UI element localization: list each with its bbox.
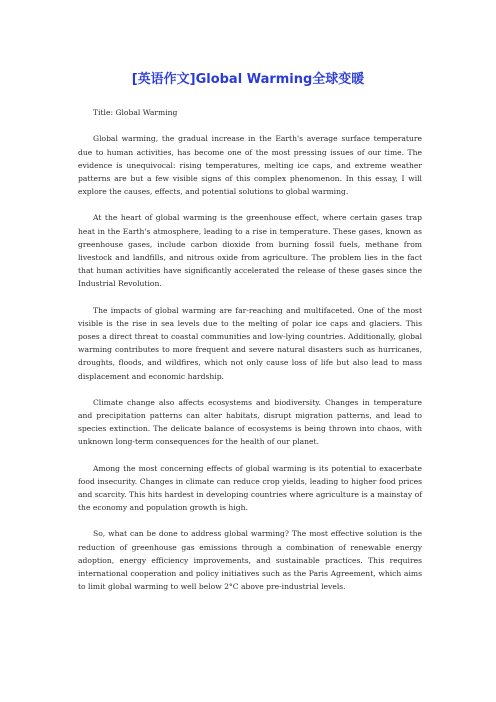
paragraph: Among the most concerning effects of global warming is its potential to exacerbate food insecurity. Changes in climate can reduce crop yields, leading to higher food prices and scarcity. This hits hardest in developing countries where agriculture is a mainstay of the economy and population growth is high.	[78, 463, 422, 513]
paragraph: Climate change also affects ecosystems and biodiversity. Changes in temperature and precipitation patterns can alter habitats, disrupt migration patterns, and lead to species extinction. The delicate balance of ecosystems is being thrown into chaos, with unknown long-term consequences for the health of our planet.	[78, 397, 422, 447]
document-heading: [英语作文]Global Warming全球变暖	[131, 72, 365, 87]
paragraph: Global warming, the gradual increase in the Earth's average surface temperature due to human activities, has become one of the most pressing issues of our time. The evidence is unequivocal: rising temperatures, melting ice caps, and extreme weather patterns are but a few visible signs of this complex phenomenon. In this essay, I will explore the causes, effects, and potential solutions to global warming.	[78, 134, 422, 197]
essay-body	[78, 106, 422, 606]
essay-title-line: Title: Global Warming	[93, 108, 178, 117]
paragraph: The impacts of global warming are far-reaching and multifaceted. One of the most visible is the rise in sea levels due to the melting of polar ice caps and glaciers. This poses a direct threat to coastal communities and low-lying countries. Additionally, global warming contributes to more frequent and severe natural disasters such as hurricanes, droughts, floods, and wildfires, which not only cause loss of life but also lead to mass displacement and economic hardship.	[78, 305, 422, 381]
paragraph: At the heart of global warming is the greenhouse effect, where certain gases trap heat in the Earth's atmosphere, leading to a rise in temperature. These gases, known as greenhouse gases, include carbon dioxide from burning fossil fuels, methane from livestock and landfills, and nitrous oxide from agriculture. The problem lies in the fact that human activities have significantly accelerated the release of these gases since the Industrial Revolution.	[78, 213, 422, 289]
paragraph: So, what can be done to address global warming? The most effective solution is the reduction of greenhouse gas emissions through a combination of renewable energy adoption, energy efficiency improvements, and sustainable practices. This requires international cooperation and policy initiatives such as the Paris Agreement, which aims to limit global warming to well below 2°C above pre-industrial levels.	[78, 529, 422, 592]
